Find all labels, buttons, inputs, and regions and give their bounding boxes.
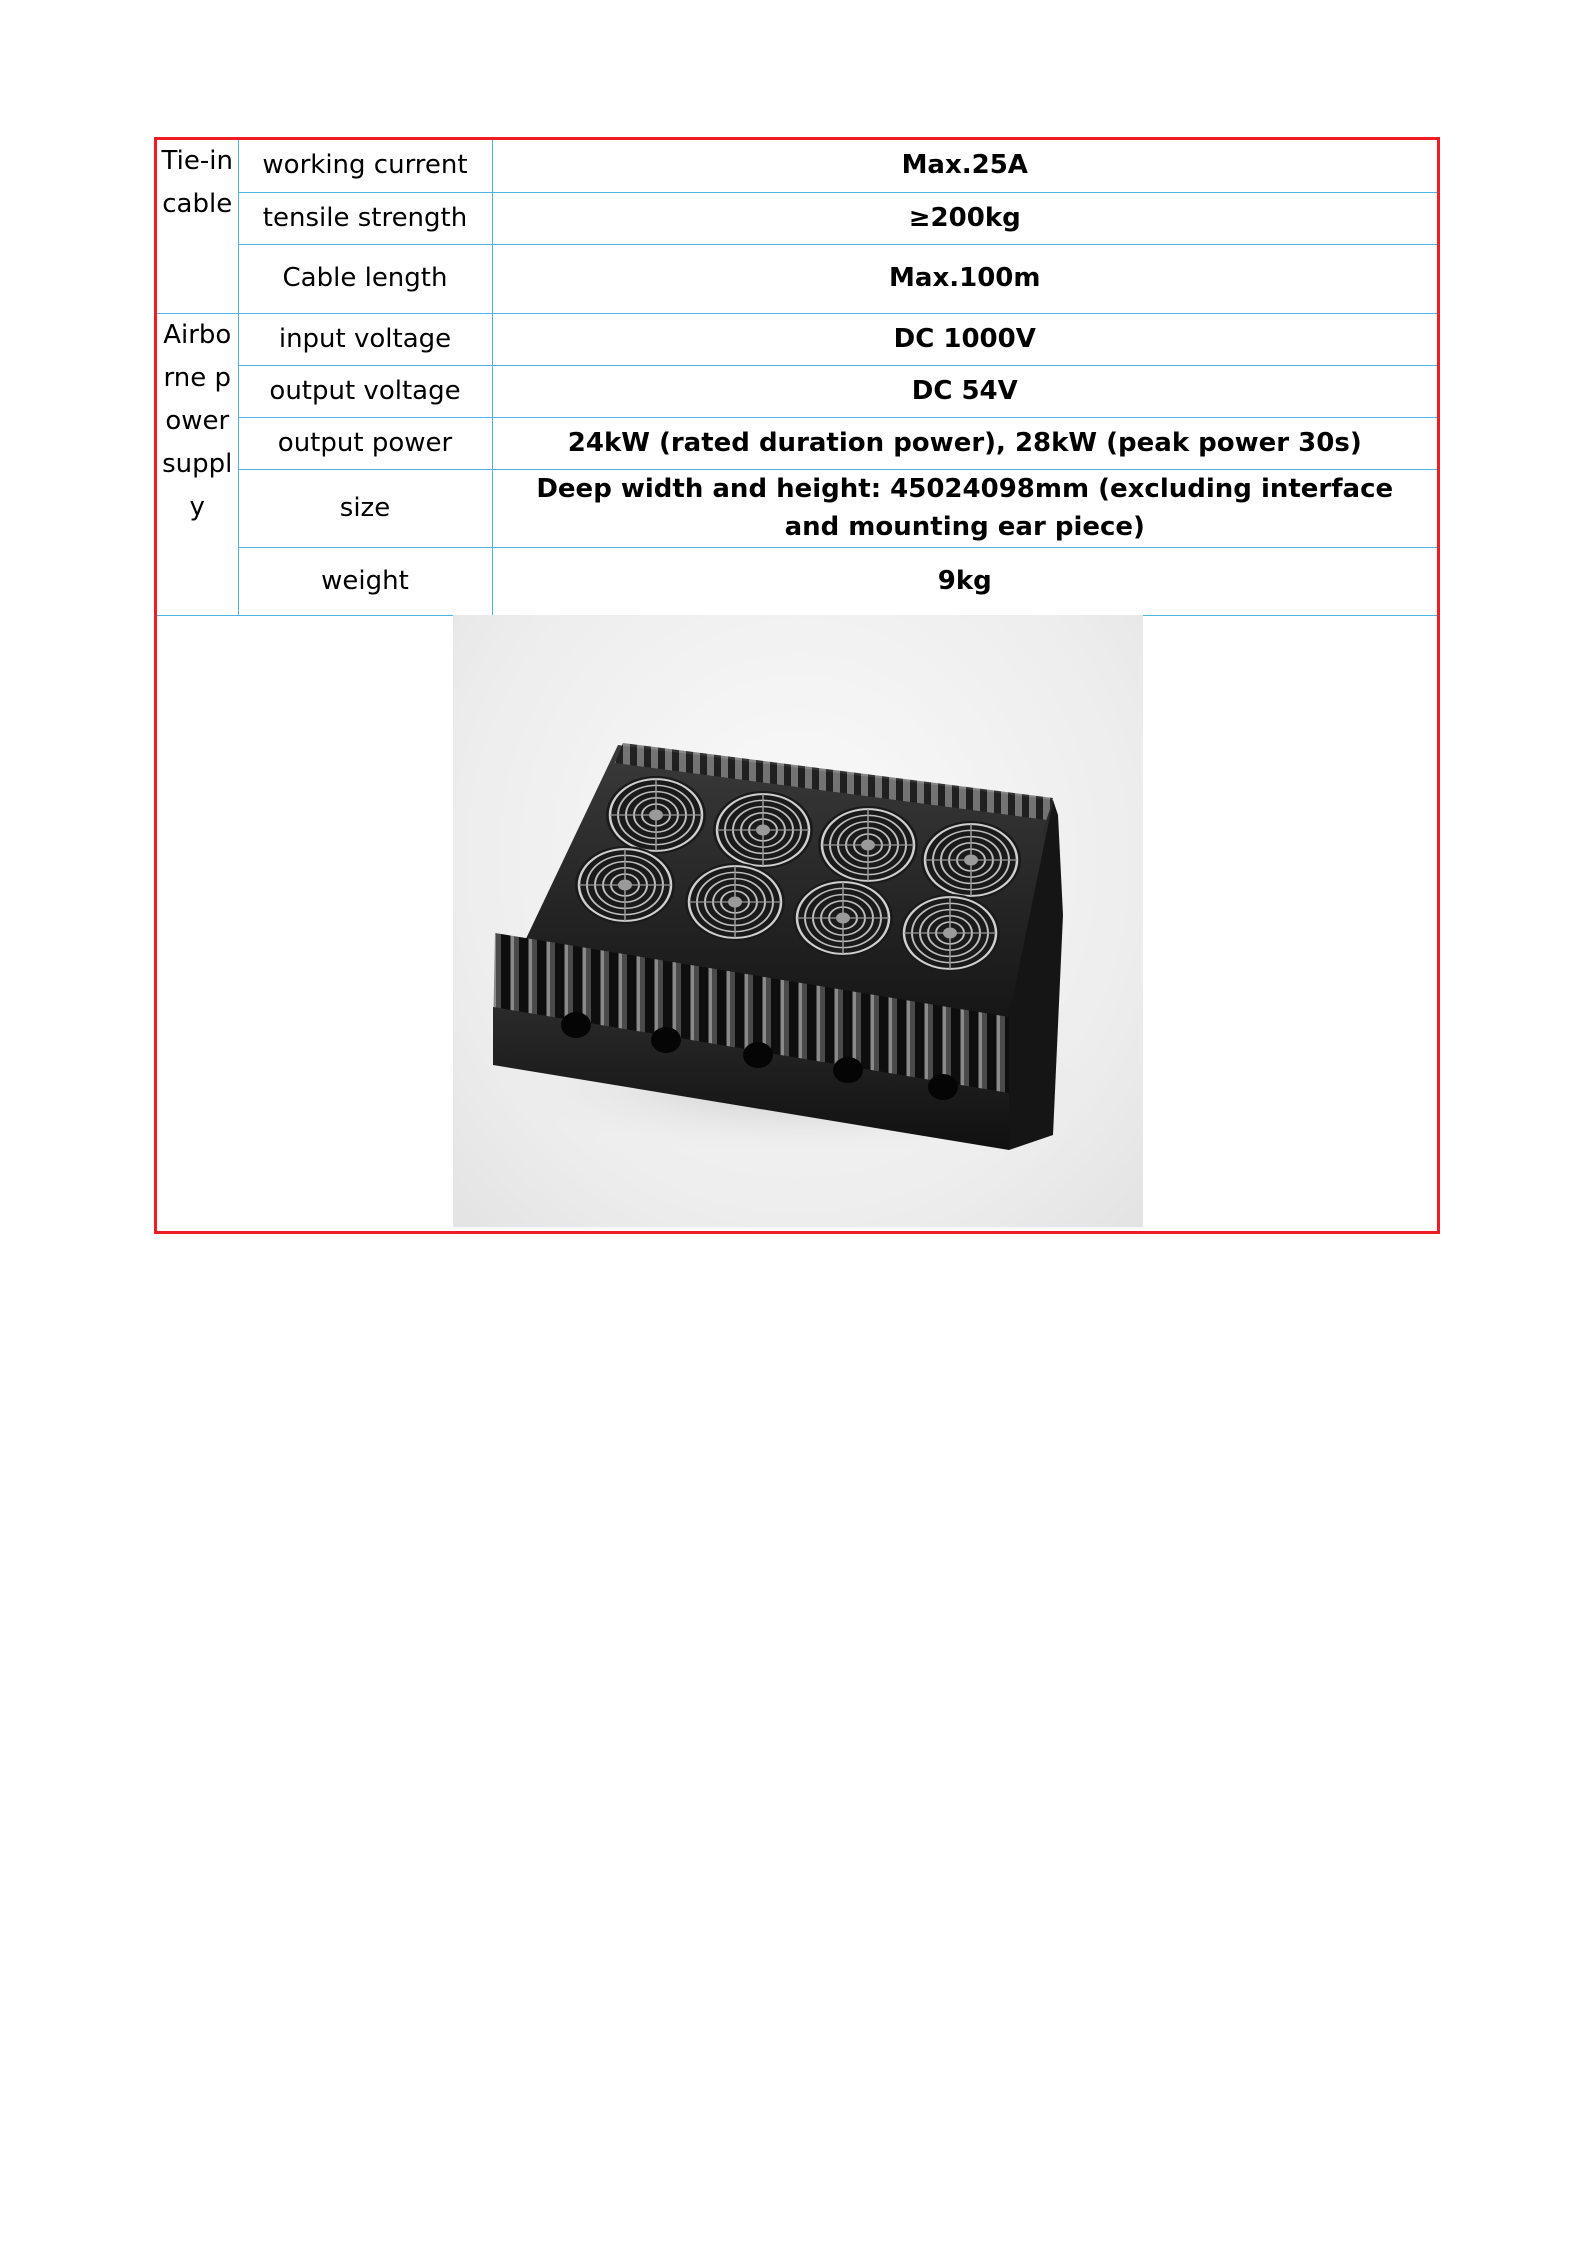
param-label: output voltage xyxy=(238,365,492,417)
param-value: 9kg xyxy=(492,547,1437,615)
table-row xyxy=(157,192,1437,244)
param-value: DC 54V xyxy=(492,365,1437,417)
param-value: Max.100m xyxy=(492,244,1437,313)
table-row xyxy=(157,313,1437,365)
param-label: Cable length xyxy=(238,244,492,313)
param-value: ≥200kg xyxy=(492,192,1437,244)
param-label: working current xyxy=(238,140,492,192)
param-label: output power xyxy=(238,417,492,469)
param-value: DC 1000V xyxy=(492,313,1437,365)
spec-frame xyxy=(154,137,1440,1234)
param-label: input voltage xyxy=(238,313,492,365)
param-value: Max.25A xyxy=(492,140,1437,192)
table-row xyxy=(157,140,1437,192)
table-row xyxy=(157,547,1437,615)
table-row xyxy=(157,365,1437,417)
power-supply-illustration xyxy=(453,615,1143,1227)
group-label-airborne-power-supply: Airborne power supply xyxy=(157,313,238,615)
param-label: tensile strength xyxy=(238,192,492,244)
group-label-tie-in-cable: Tie-in cable xyxy=(157,140,238,313)
table-row xyxy=(157,417,1437,469)
param-label: weight xyxy=(238,547,492,615)
power-supply-photo xyxy=(453,615,1143,1227)
param-value: 24kW (rated duration power), 28kW (peak power 30s) xyxy=(492,417,1437,469)
spec-table xyxy=(157,140,1437,616)
param-label: size xyxy=(238,469,492,547)
param-value: Deep width and height: 45024098mm (excluding interface and mounting ear piece) xyxy=(492,469,1437,547)
table-row xyxy=(157,244,1437,313)
table-row xyxy=(157,469,1437,547)
